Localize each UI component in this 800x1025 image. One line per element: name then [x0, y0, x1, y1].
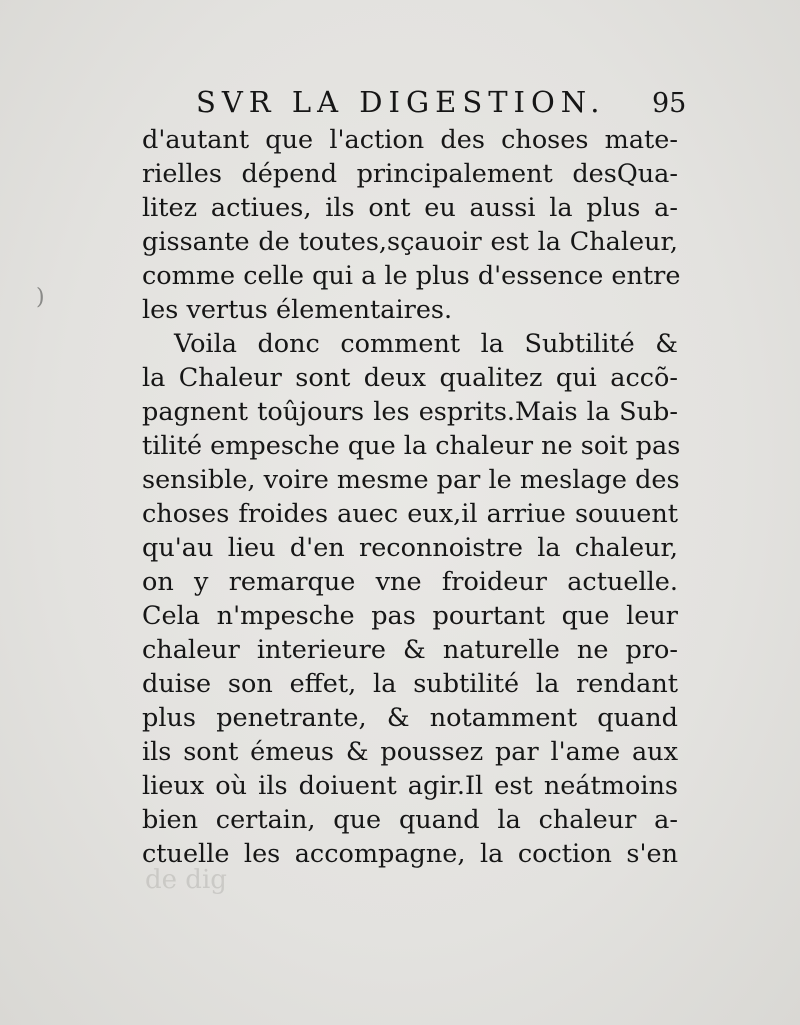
text-line: bien certain, que quand la chaleur a- [142, 805, 678, 835]
text-line: tilité empesche que la chaleur ne soit pas [142, 431, 681, 461]
text-line: choses froides auec eux,il arriue souuent [142, 499, 678, 529]
text-line: lieux où ils doiuent agir.Il est neátmoins [142, 771, 678, 801]
text-line: rielles dépend principalement desQua- [142, 159, 678, 189]
text-line: Cela n'mpesche pas pourtant que leur [142, 601, 678, 631]
show-through-text: de dig [145, 865, 227, 895]
text-line: pagnent toûjours les esprits.Mais la Sub- [142, 397, 678, 427]
margin-bracket-mark: ) [36, 285, 45, 310]
text-line: sensible, voire mesme par le meslage des [142, 465, 680, 495]
text-line: gissante de toutes,sçauoir est la Chaleur, [142, 227, 678, 257]
text-line: qu'au lieu d'en reconnoistre la chaleur, [142, 533, 678, 563]
page-number: 95 [652, 88, 687, 119]
paragraph-end-line: les vertus élementaires. [142, 295, 453, 325]
running-title: SVR LA DIGESTION. [196, 85, 606, 119]
text-line: on y remarque vne froideur actuelle. [142, 567, 678, 597]
paragraph-start-line: Voila donc comment la Subtilité & [174, 329, 678, 359]
text-line: duise son effet, la subtilité la rendant [142, 669, 678, 699]
text-line: chaleur interieure & naturelle ne pro- [142, 635, 678, 665]
text-line: la Chaleur sont deux qualitez qui accõ- [142, 363, 678, 393]
page-header [196, 84, 686, 124]
text-line: litez actiues, ils ont eu aussi la plus a- [142, 193, 678, 223]
text-line: plus penetrante, & notamment quand [142, 703, 678, 733]
body-text [142, 123, 681, 871]
text-line: comme celle qui a le plus d'essence entre [142, 261, 681, 291]
text-line: ctuelle les accompagne, la coction s'en [142, 839, 678, 869]
text-line: ils sont émeus & poussez par l'ame aux [142, 737, 678, 767]
text-line: d'autant que l'action des choses mate- [142, 125, 678, 155]
